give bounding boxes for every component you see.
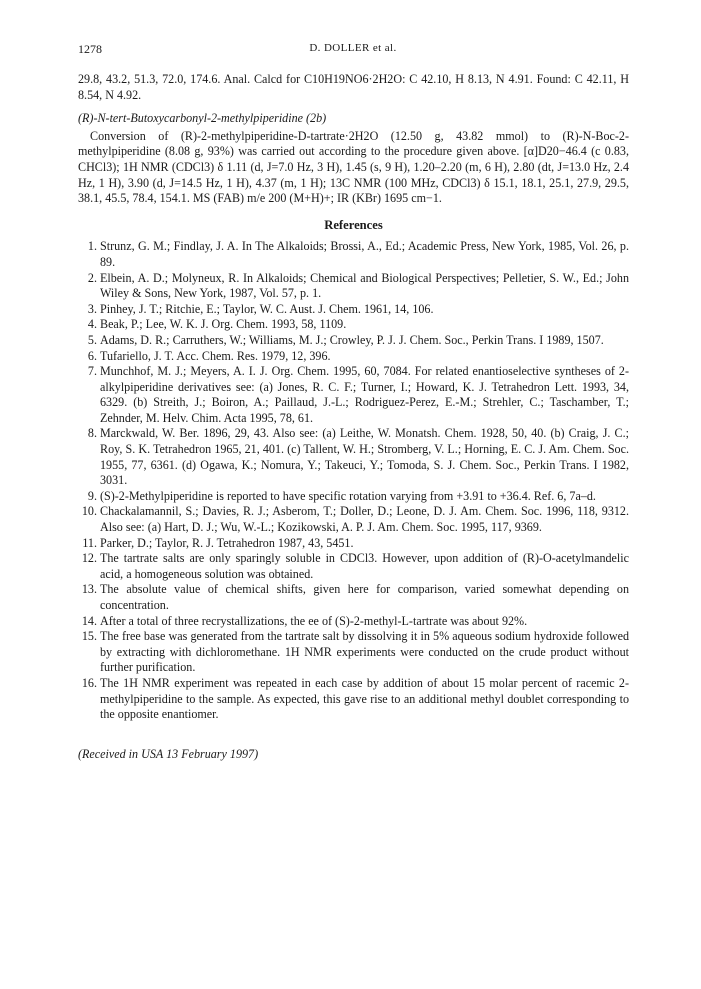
reference-item [78,536,629,552]
reference-number: 4. [87,317,97,332]
reference-number: 11. [82,535,97,550]
reference-number: 9. [87,488,97,503]
reference-item [78,271,629,302]
reference-text: The free base was generated from the tartrate salt by dissolving it in 5% aqueous sodium hydroxide followed by extracting with dichloromethane. 1H NMR experiments were conducted on the crude product without further purification. [100,629,629,675]
page-body [78,72,629,762]
reference-text: Munchhof, M. J.; Meyers, A. I. J. Org. Chem. 1995, 60, 7084. For related enantioselective syntheses of 2-alkylpiperidine derivatives see: (a) Jones, R. C. F.; Turner, I.; Howard, K. J. Tetrahedron Lett. 1993, 34, 6329. (b) Streith, J.; Boiron, A.; Paillaud, J.-L.; Rodriguez-Perez, E.-M.; Strehler, C.; Taschamber, T.; Zehnder, M. Helv. Chim. Acta 1995, 78, 61. [100,364,629,425]
reference-number: 15. [81,629,97,644]
page-number: 1278 [78,42,102,56]
reference-item [78,629,629,676]
reference-text: Elbein, A. D.; Molyneux, R. In Alkaloids; Chemical and Biological Perspectives; Pelletier, S. W., Ed.; John Wiley & Sons, New York, 1987, Vol. 57, p. 1. [100,270,629,301]
continuation-paragraph: 29.8, 43.2, 51.3, 72.0, 174.6. Anal. Calcd for C10H19NO6·2H2O: C 42.10, H 8.13, N 4.91. Found: C 42.11, H 8.54, N 4.92. [78,72,629,102]
reference-text: Beak, P.; Lee, W. K. J. Org. Chem. 1993, 58, 1109. [100,317,347,332]
reference-number: 8. [87,426,97,441]
reference-item [78,364,629,426]
compound-procedure-paragraph: Conversion of (R)-2-methylpiperidine-D-tartrate·2H2O (12.50 g, 43.82 mmol) to (R)-N-Boc-2-methylpiperidine (8.08 g, 93%) was carried out according to the procedure given above. [α]D20−46.4 (c 0.83, CHCl3); 1H NMR (CDCl3) δ 1.11 (d, J=7.0 Hz, 3 H), 1.45 (s, 9 H), 1.20–2.20 (m, 6 H), 2.80 (dt, J=13.0 Hz, 2.4 Hz, 1 H), 3.90 (d, J=14.5 Hz, 1 H), 4.37 (m, 1 H); 13C NMR (100 MHz, CDCl3) δ 15.1, 18.1, 25.1, 27.9, 29.5, 38.1, 45.5, 78.4, 154.1. MS (FAB) m/e 200 (M+H)+; IR (KBr) 1695 cm−1. [78,128,629,206]
reference-text: Adams, D. R.; Carruthers, W.; Williams, M. J.; Crowley, P. J. J. Chem. Soc., Perkin Trans. I 1989, 1507. [100,332,604,347]
reference-number: 16. [81,675,97,690]
reference-item [78,302,629,318]
reference-number: 6. [87,348,97,363]
reference-item [78,614,629,630]
reference-text: The tartrate salts are only sparingly soluble in CDCl3. However, upon addition of (R)-O-acetylmandelic acid, a homogeneous solution was obtained. [100,551,629,581]
reference-text: Chackalamannil, S.; Davies, R. J.; Asberom, T.; Doller, D.; Leone, D. J. Am. Chem. Soc. 1996, 118, 9312. Also see: (a) Hart, D. J.; Wu, W.-L.; Kozikowski, A. P. J. Am. Chem. Soc. 1995, 117, 9369. [100,504,629,535]
reference-number: 12. [81,551,97,566]
reference-text: The 1H NMR experiment was repeated in each case by addition of about 15 molar percent of racemic 2-methylpiperidine to the sample. As expected, this gave rise to an additional methyl doublet corresponding to the opposite enantiomer. [100,675,629,722]
reference-text: (S)-2-Methylpiperidine is reported to have specific rotation varying from +3.91 to +36.4. Ref. 6, 7a–d. [100,488,596,503]
reference-item [78,551,629,582]
reference-number: 7. [87,364,97,379]
running-head: D. DOLLER et al. [309,42,397,54]
compound-subheading: (R)-N-tert-Butoxycarbonyl-2-methylpiperidine (2b) [78,111,327,126]
references-heading: References [324,217,383,232]
reference-item [78,333,629,349]
reference-text: The absolute value of chemical shifts, given here for comparison, varied somewhat depending on concentration. [100,582,629,612]
reference-item [78,317,629,333]
reference-number: 13. [81,582,97,597]
reference-number: 10. [81,504,97,519]
reference-text: Tufariello, J. T. Acc. Chem. Res. 1979, 12, 396. [100,348,331,363]
reference-number: 14. [81,613,97,628]
reference-item [78,504,629,535]
reference-text: Pinhey, J. T.; Ritchie, E.; Taylor, W. C. Aust. J. Chem. 1961, 14, 106. [100,301,434,316]
reference-text: Strunz, G. M.; Findlay, J. A. In The Alkaloids; Brossi, A., Ed.; Academic Press, New York, 1985, Vol. 26, p. 89. [100,239,629,269]
reference-item [78,349,629,365]
reference-item [78,676,629,723]
reference-item [78,489,629,505]
reference-item [78,582,629,613]
reference-item [78,426,629,488]
reference-number: 1. [87,239,97,254]
page-header [78,42,628,58]
references-list [78,239,629,722]
reference-number: 3. [87,301,97,316]
received-date: (Received in USA 13 February 1997) [78,746,259,761]
reference-number: 5. [87,332,97,347]
reference-text: Parker, D.; Taylor, R. J. Tetrahedron 1987, 43, 5451. [100,535,354,550]
reference-text: Marckwald, W. Ber. 1896, 29, 43. Also see: (a) Leithe, W. Monatsh. Chem. 1928, 50, 40. (b) Craig, J. C.; Roy, S. K. Tetrahedron 1965, 21, 401. (c) Tallent, W. H.; Stromberg, V. L.; Horning, E. C. J. Am. Chem. Soc. 1955, 77, 6361. (d) Ogawa, K.; Nomura, Y.; Takeuci, Y.; Tomoda, S. J. Chem. Soc., Perkin Trans. I 1982, 3031. [100,426,629,488]
reference-item [78,239,629,270]
reference-number: 2. [87,270,97,285]
reference-text: After a total of three recrystallizations, the ee of (S)-2-methyl-L-tartrate was about 92%. [100,613,528,628]
